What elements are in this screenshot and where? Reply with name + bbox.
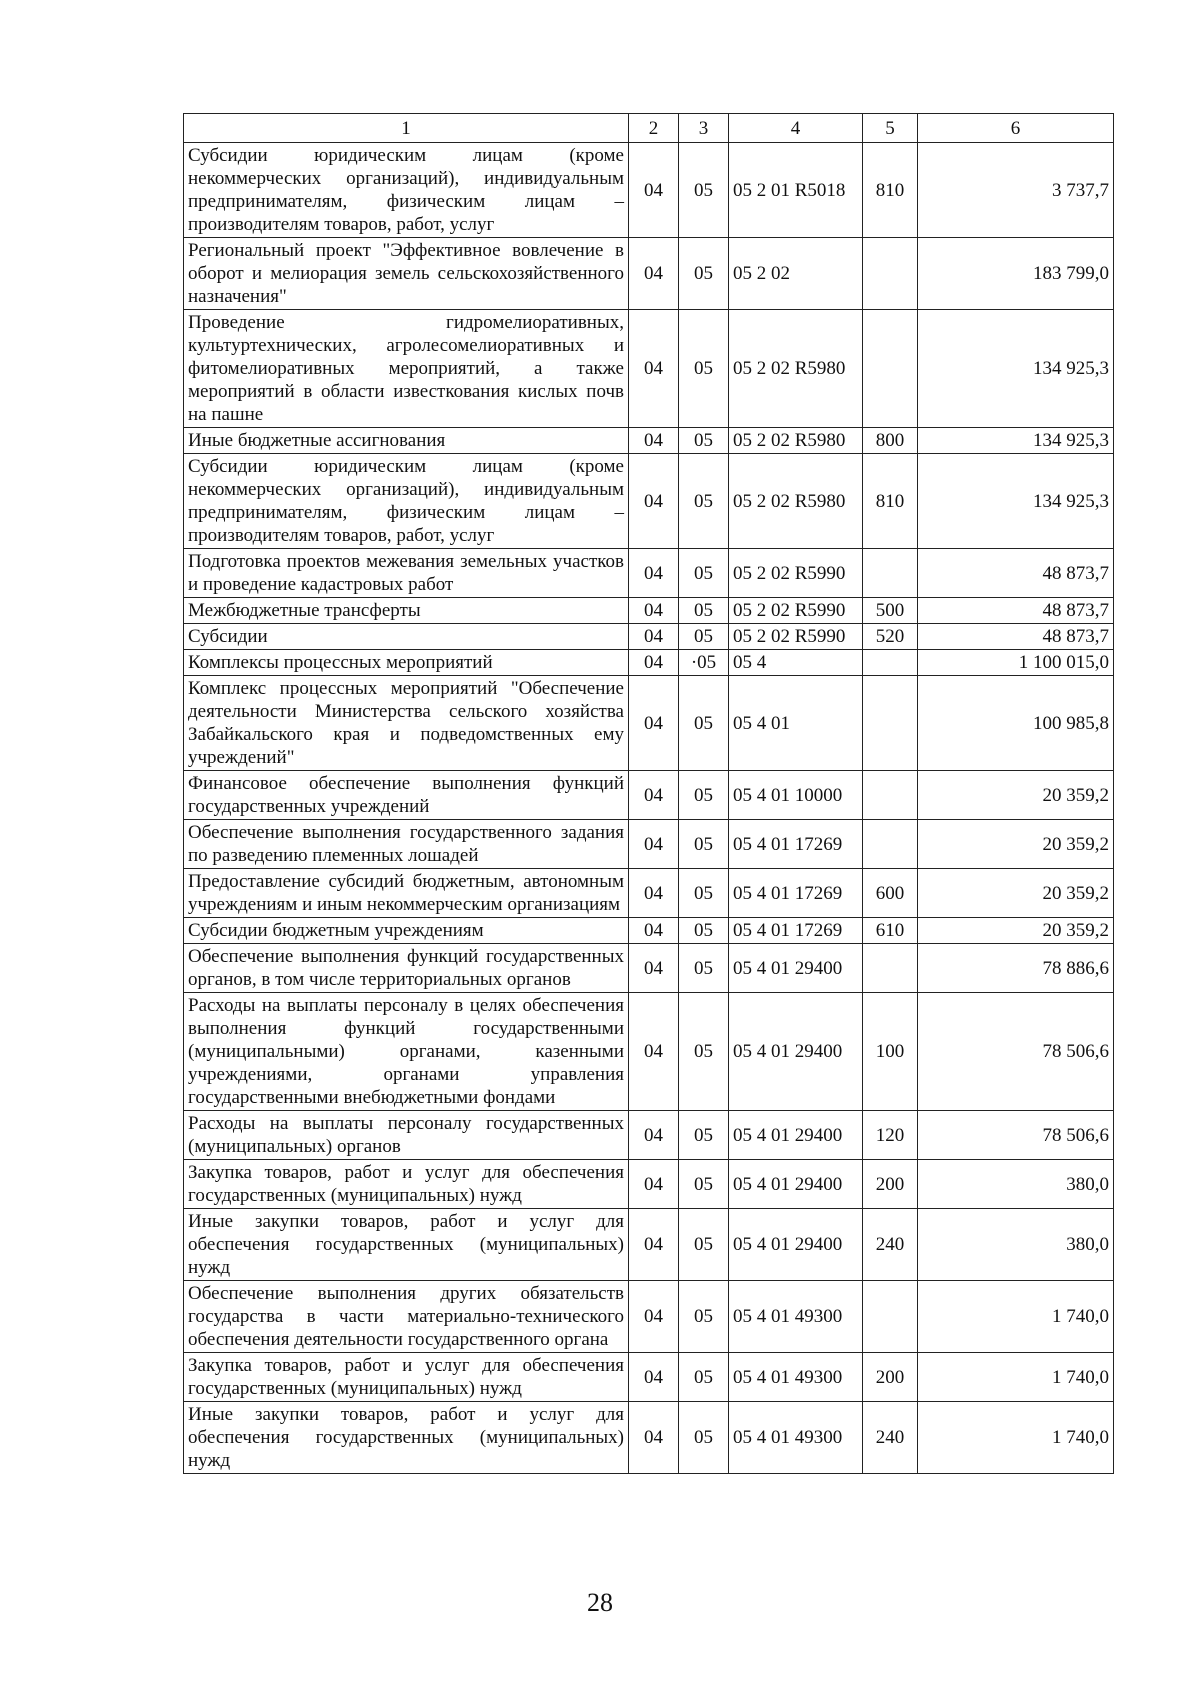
page-number: 28 — [587, 1588, 613, 1617]
row-target-article-cell: 05 4 01 29400 — [729, 1111, 863, 1160]
row-amount-cell: 20 359,2 — [918, 820, 1114, 869]
row-section-cell: 04 — [629, 624, 679, 650]
row-subsection-cell: 05 — [679, 624, 729, 650]
row-expense-type-cell: 100 — [863, 993, 918, 1111]
row-subsection-cell: 05 — [679, 454, 729, 549]
row-target-article-cell: 05 2 02 R5990 — [729, 549, 863, 598]
row-name-cell: Закупка товаров, работ и услуг для обеспечения государственных (муниципальных) нужд — [184, 1160, 629, 1209]
row-section-cell: 04 — [629, 650, 679, 676]
row-target-article-cell: 05 4 01 49300 — [729, 1281, 863, 1353]
row-amount-cell: 1 740,0 — [918, 1402, 1114, 1474]
row-expense-type-cell — [863, 1281, 918, 1353]
header-col-1: 1 — [184, 114, 629, 143]
row-amount-cell: 48 873,7 — [918, 598, 1114, 624]
row-expense-type-cell: 120 — [863, 1111, 918, 1160]
row-target-article-cell: 05 2 02 R5980 — [729, 454, 863, 549]
row-subsection-cell: 05 — [679, 1402, 729, 1474]
row-subsection-cell: 05 — [679, 549, 729, 598]
row-subsection-cell: 05 — [679, 310, 729, 428]
row-subsection-cell: 05 — [679, 676, 729, 771]
table-row — [184, 598, 1114, 624]
row-target-article-cell: 05 4 01 10000 — [729, 771, 863, 820]
row-section-cell: 04 — [629, 771, 679, 820]
row-target-article-cell: 05 2 02 R5980 — [729, 428, 863, 454]
row-section-cell: 04 — [629, 1209, 679, 1281]
row-target-article-cell: 05 4 01 17269 — [729, 869, 863, 918]
table-body — [184, 143, 1114, 1474]
row-target-article-cell: 05 4 01 29400 — [729, 1160, 863, 1209]
row-name-cell: Иные бюджетные ассигнования — [184, 428, 629, 454]
row-section-cell: 04 — [629, 993, 679, 1111]
row-amount-cell: 20 359,2 — [918, 918, 1114, 944]
row-section-cell: 04 — [629, 820, 679, 869]
row-subsection-cell: 05 — [679, 598, 729, 624]
row-amount-cell: 78 506,6 — [918, 1111, 1114, 1160]
row-amount-cell: 78 886,6 — [918, 944, 1114, 993]
row-amount-cell: 20 359,2 — [918, 771, 1114, 820]
row-target-article-cell: 05 4 01 17269 — [729, 820, 863, 869]
row-subsection-cell: 05 — [679, 771, 729, 820]
row-name-cell: Обеспечение выполнения других обязательств государства в части материально-технического обеспечения деятельности государственного органа — [184, 1281, 629, 1353]
table-header — [184, 114, 1114, 143]
row-name-cell: Предоставление субсидий бюджетным, автономным учреждениям и иным некоммерческим организациям — [184, 869, 629, 918]
row-subsection-cell: 05 — [679, 1209, 729, 1281]
table-row — [184, 820, 1114, 869]
row-name-cell: Субсидии юридическим лицам (кроме некоммерческих организаций), индивидуальным предпринимателям, физическим лицам – производителям товаров, работ, услуг — [184, 143, 629, 238]
row-name-cell: Межбюджетные трансферты — [184, 598, 629, 624]
budget-table — [183, 113, 1114, 1474]
row-amount-cell: 48 873,7 — [918, 624, 1114, 650]
row-expense-type-cell: 810 — [863, 454, 918, 549]
row-amount-cell: 183 799,0 — [918, 238, 1114, 310]
row-target-article-cell: 05 2 02 — [729, 238, 863, 310]
row-section-cell: 04 — [629, 549, 679, 598]
row-section-cell: 04 — [629, 676, 679, 771]
row-amount-cell: 134 925,3 — [918, 454, 1114, 549]
table-row — [184, 454, 1114, 549]
table-row — [184, 143, 1114, 238]
row-subsection-cell: 05 — [679, 143, 729, 238]
table-row — [184, 310, 1114, 428]
row-target-article-cell: 05 4 01 49300 — [729, 1402, 863, 1474]
row-subsection-cell: 05 — [679, 1160, 729, 1209]
row-expense-type-cell — [863, 944, 918, 993]
row-target-article-cell: 05 4 — [729, 650, 863, 676]
row-expense-type-cell: 240 — [863, 1209, 918, 1281]
row-target-article-cell: 05 4 01 — [729, 676, 863, 771]
row-section-cell: 04 — [629, 1160, 679, 1209]
row-expense-type-cell: 810 — [863, 143, 918, 238]
header-col-5: 5 — [863, 114, 918, 143]
row-subsection-cell: 05 — [679, 1111, 729, 1160]
header-col-3: 3 — [679, 114, 729, 143]
row-subsection-cell: ·05 — [679, 650, 729, 676]
row-section-cell: 04 — [629, 869, 679, 918]
row-amount-cell: 1 100 015,0 — [918, 650, 1114, 676]
row-subsection-cell: 05 — [679, 918, 729, 944]
row-section-cell: 04 — [629, 238, 679, 310]
row-name-cell: Закупка товаров, работ и услуг для обеспечения государственных (муниципальных) нужд — [184, 1353, 629, 1402]
header-col-6: 6 — [918, 114, 1114, 143]
row-amount-cell: 380,0 — [918, 1209, 1114, 1281]
row-target-article-cell: 05 2 01 R5018 — [729, 143, 863, 238]
row-expense-type-cell: 500 — [863, 598, 918, 624]
table-row — [184, 624, 1114, 650]
row-name-cell: Субсидии юридическим лицам (кроме некоммерческих организаций), индивидуальным предпринимателям, физическим лицам – производителям товаров, работ, услуг — [184, 454, 629, 549]
row-amount-cell: 134 925,3 — [918, 428, 1114, 454]
row-amount-cell: 100 985,8 — [918, 676, 1114, 771]
row-subsection-cell: 05 — [679, 869, 729, 918]
row-amount-cell: 1 740,0 — [918, 1281, 1114, 1353]
row-name-cell: Субсидии — [184, 624, 629, 650]
row-amount-cell: 3 737,7 — [918, 143, 1114, 238]
row-amount-cell: 134 925,3 — [918, 310, 1114, 428]
header-col-4: 4 — [729, 114, 863, 143]
row-subsection-cell: 05 — [679, 238, 729, 310]
table-row — [184, 869, 1114, 918]
row-expense-type-cell: 600 — [863, 869, 918, 918]
header-col-2: 2 — [629, 114, 679, 143]
row-subsection-cell: 05 — [679, 820, 729, 869]
row-section-cell: 04 — [629, 310, 679, 428]
row-subsection-cell: 05 — [679, 1281, 729, 1353]
table-row — [184, 428, 1114, 454]
row-name-cell: Комплекс процессных мероприятий "Обеспечение деятельности Министерства сельского хозяйства Забайкальского края и подведомственных ему учреждений" — [184, 676, 629, 771]
row-expense-type-cell: 610 — [863, 918, 918, 944]
table-row — [184, 1209, 1114, 1281]
table-row — [184, 549, 1114, 598]
row-section-cell: 04 — [629, 598, 679, 624]
table-row — [184, 676, 1114, 771]
row-target-article-cell: 05 2 02 R5980 — [729, 310, 863, 428]
row-expense-type-cell — [863, 549, 918, 598]
table-row — [184, 1160, 1114, 1209]
row-subsection-cell: 05 — [679, 944, 729, 993]
row-name-cell: Субсидии бюджетным учреждениям — [184, 918, 629, 944]
row-section-cell: 04 — [629, 1111, 679, 1160]
row-subsection-cell: 05 — [679, 428, 729, 454]
row-target-article-cell: 05 2 02 R5990 — [729, 624, 863, 650]
row-name-cell: Расходы на выплаты персоналу в целях обеспечения выполнения функций государственными (муниципальными) органами, казенными учреждениями, органами управления государственными внебюджетными фондами — [184, 993, 629, 1111]
row-section-cell: 04 — [629, 143, 679, 238]
row-name-cell: Комплексы процессных мероприятий — [184, 650, 629, 676]
row-name-cell: Региональный проект "Эффективное вовлечение в оборот и мелиорация земель сельскохозяйственного назначения" — [184, 238, 629, 310]
row-expense-type-cell: 240 — [863, 1402, 918, 1474]
row-expense-type-cell: 800 — [863, 428, 918, 454]
row-target-article-cell: 05 4 01 29400 — [729, 993, 863, 1111]
table-row — [184, 1281, 1114, 1353]
row-name-cell: Проведение гидромелиоративных, культуртехнических, агролесомелиоративных и фитомелиоративных мероприятий, а также мероприятий в области известкования кислых почв на пашне — [184, 310, 629, 428]
row-target-article-cell: 05 2 02 R5990 — [729, 598, 863, 624]
row-expense-type-cell — [863, 820, 918, 869]
row-subsection-cell: 05 — [679, 993, 729, 1111]
row-expense-type-cell: 200 — [863, 1353, 918, 1402]
row-expense-type-cell — [863, 310, 918, 428]
row-amount-cell: 1 740,0 — [918, 1353, 1114, 1402]
row-expense-type-cell — [863, 676, 918, 771]
row-section-cell: 04 — [629, 944, 679, 993]
row-target-article-cell: 05 4 01 49300 — [729, 1353, 863, 1402]
row-section-cell: 04 — [629, 1402, 679, 1474]
row-name-cell: Иные закупки товаров, работ и услуг для обеспечения государственных (муниципальных) нужд — [184, 1402, 629, 1474]
row-target-article-cell: 05 4 01 29400 — [729, 944, 863, 993]
row-target-article-cell: 05 4 01 29400 — [729, 1209, 863, 1281]
row-amount-cell: 48 873,7 — [918, 549, 1114, 598]
table-row — [184, 771, 1114, 820]
row-expense-type-cell — [863, 238, 918, 310]
table-row — [184, 1402, 1114, 1474]
row-amount-cell: 380,0 — [918, 1160, 1114, 1209]
row-expense-type-cell: 520 — [863, 624, 918, 650]
row-section-cell: 04 — [629, 1353, 679, 1402]
row-section-cell: 04 — [629, 454, 679, 549]
row-name-cell: Обеспечение выполнения функций государственных органов, в том числе территориальных органов — [184, 944, 629, 993]
row-name-cell: Расходы на выплаты персоналу государственных (муниципальных) органов — [184, 1111, 629, 1160]
row-name-cell: Финансовое обеспечение выполнения функций государственных учреждений — [184, 771, 629, 820]
header-row — [184, 114, 1114, 143]
table-row — [184, 1111, 1114, 1160]
row-expense-type-cell — [863, 650, 918, 676]
row-name-cell: Подготовка проектов межевания земельных участков и проведение кадастровых работ — [184, 549, 629, 598]
row-amount-cell: 20 359,2 — [918, 869, 1114, 918]
row-target-article-cell: 05 4 01 17269 — [729, 918, 863, 944]
table-row — [184, 650, 1114, 676]
row-expense-type-cell: 200 — [863, 1160, 918, 1209]
table-row — [184, 238, 1114, 310]
row-expense-type-cell — [863, 771, 918, 820]
row-subsection-cell: 05 — [679, 1353, 729, 1402]
table-row — [184, 993, 1114, 1111]
table-row — [184, 944, 1114, 993]
row-section-cell: 04 — [629, 428, 679, 454]
row-amount-cell: 78 506,6 — [918, 993, 1114, 1111]
table-row — [184, 1353, 1114, 1402]
table-row — [184, 918, 1114, 944]
row-name-cell: Обеспечение выполнения государственного задания по разведению племенных лошадей — [184, 820, 629, 869]
row-name-cell: Иные закупки товаров, работ и услуг для обеспечения государственных (муниципальных) нужд — [184, 1209, 629, 1281]
row-section-cell: 04 — [629, 1281, 679, 1353]
row-section-cell: 04 — [629, 918, 679, 944]
